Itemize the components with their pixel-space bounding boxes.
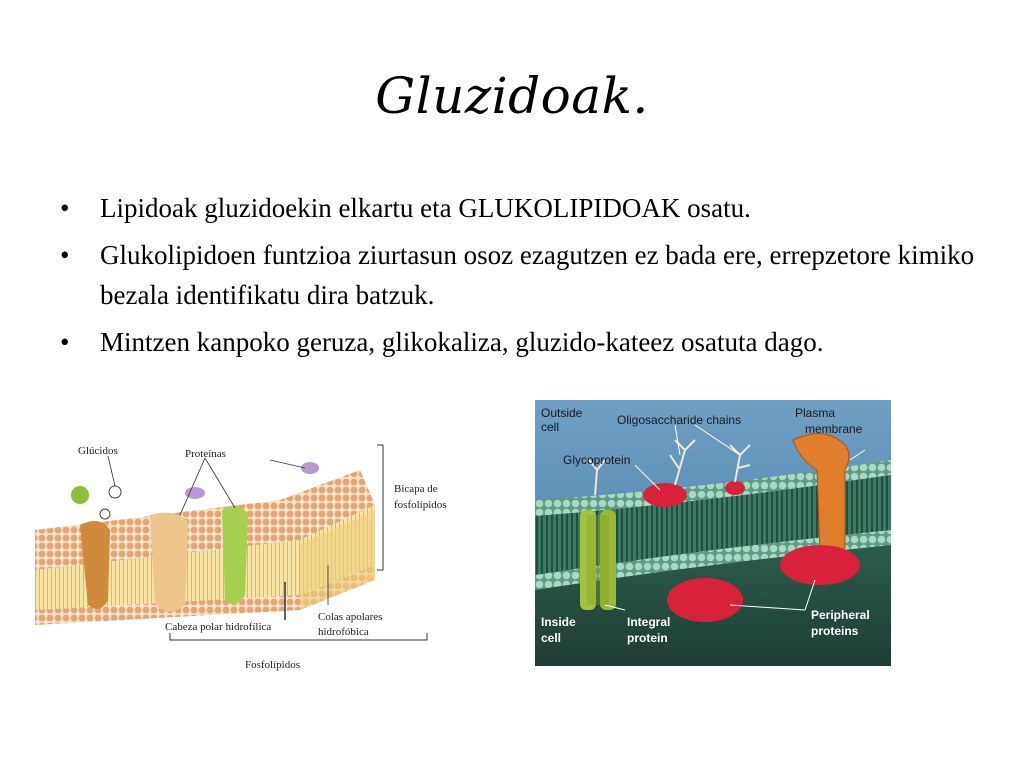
label-bicapa-2: fosfolípidos	[394, 499, 447, 511]
glucid-green	[71, 486, 89, 504]
bullet-marker: •	[60, 240, 70, 270]
label-glucidos: Glúcidos	[78, 445, 118, 457]
glucid-white	[100, 509, 110, 519]
label-inside-2: cell	[541, 631, 562, 645]
bullet-text: Glukolipidoen funtzioa ziurtasun osoz ezagutzen ez bada ere, errepzetore kimiko bezala identifikatu dira batzuk.	[100, 240, 975, 310]
bullet-item	[60, 188, 980, 228]
label-plasma-1: Plasma	[795, 406, 836, 420]
label-peripheral-1: Peripheral	[811, 608, 870, 622]
bullet-marker: •	[60, 193, 70, 223]
label-glycoprotein: Glycoprotein	[563, 453, 631, 467]
label-colas-1: Colas apolares	[318, 611, 383, 623]
bullet-text: Mintzen kanpoko geruza, glikokaliza, gluzido-kateez osatuta dago.	[100, 327, 824, 357]
bullet-text: Lipidoak gluzidoekin elkartu eta GLUKOLIPIDOAK osatu.	[100, 193, 751, 223]
integral-protein	[580, 510, 616, 610]
bullet-item	[60, 322, 980, 362]
label-cabeza: Cabeza polar hidrofílica	[165, 621, 272, 633]
label-fosfolipidos: Fosfolípidos	[245, 659, 301, 671]
label-outside-1: Outside	[541, 406, 583, 420]
plasma-membrane-figure	[535, 400, 891, 666]
label-plasma-2: membrane	[805, 422, 863, 436]
label-integral-2: protein	[627, 631, 668, 645]
label-oligosaccharide: Oligosaccharide chains	[617, 413, 742, 427]
label-integral-1: Integral	[627, 615, 671, 629]
slide-title: Gluzidoak.	[375, 67, 649, 125]
glucid-white	[109, 486, 121, 498]
label-proteinas: Proteínas	[185, 448, 226, 460]
label-bicapa-1: Bicapa de	[394, 483, 438, 495]
membrane-diagram	[30, 430, 480, 675]
label-inside-1: Inside	[541, 615, 576, 629]
label-colas-2: hidrofóbica	[318, 626, 369, 638]
protein-beige	[150, 513, 188, 612]
protein-green	[222, 506, 248, 604]
bullet-list	[60, 188, 980, 369]
label-peripheral-2: proteins	[811, 624, 859, 638]
bullet-item	[60, 235, 980, 315]
label-outside-2: cell	[541, 420, 560, 434]
bullet-marker: •	[60, 327, 70, 357]
